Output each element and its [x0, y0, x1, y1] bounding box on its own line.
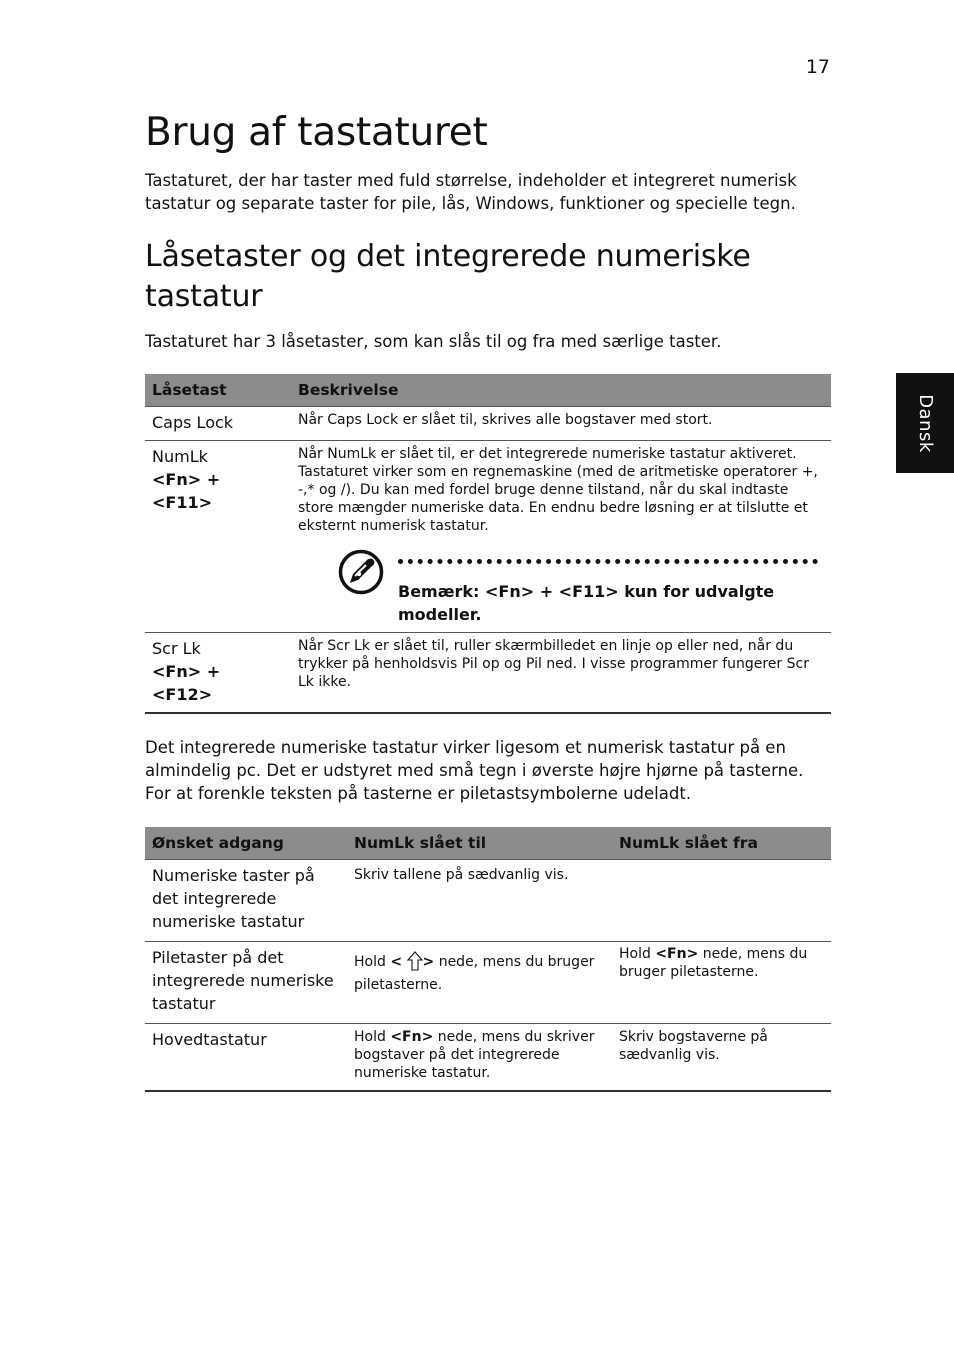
section-intro: Tastaturet har 3 låsetaster, som kan slås til og fra med særlige taster.: [145, 331, 722, 351]
page-title: Brug af tastaturet: [145, 110, 488, 155]
page-number: 17: [805, 56, 830, 78]
access-cell: Numeriske taster på det integrerede numeriske tastatur: [145, 859, 347, 941]
header-description: Beskrivelse: [291, 374, 831, 407]
key-cell: [145, 632, 291, 713]
shift-arrow-icon: [407, 951, 423, 976]
numlk-off-cell: Skriv bogstaverne på sædvanlig vis.: [612, 1023, 831, 1091]
table-row: [145, 859, 831, 941]
note-block: [298, 545, 824, 626]
note-pen-icon: [298, 545, 398, 626]
intro-paragraph: Tastaturet, der har taster med fuld størrelse, indeholder et integreret numerisk tastatur og separate taster for pile, lås, Windows, funktioner og specielle tegn.: [145, 170, 797, 213]
fn-key: <Fn>: [390, 1028, 434, 1045]
header-numlk-on: NumLk slået til: [347, 827, 612, 860]
table-row: [145, 406, 831, 440]
numlk-on-cell: Hold < > nede, mens du bruger piletasterne.: [347, 941, 612, 1023]
description-text: Når NumLk er slået til, er det integrerede numeriske tastatur aktiveret. Tastaturet virker som en regnemaskine (med de aritmetiske operatorer +, -,* og /). Du kan med fordel bruge denne tilstand, når du skal indtaste store mængder numeriske data. En endnu bedre løsning er at tilslutte et eksternt numerisk tastatur.: [298, 445, 818, 534]
note-text: Bemærk: <Fn> + <F11> kun for udvalgte modeller.: [398, 581, 775, 624]
language-tab-label: Dansk: [914, 393, 936, 453]
lock-keys-table: [145, 374, 831, 714]
note-divider: [398, 559, 818, 564]
section-title: Låsetaster og det integrerede numeriske tastatur: [145, 238, 751, 315]
table-header-row: [145, 374, 831, 407]
description-cell: [291, 440, 831, 632]
table-header-row: [145, 827, 831, 860]
note-body: [398, 545, 824, 626]
fn-key: <Fn>: [655, 945, 699, 962]
numlk-off-cell: Hold <Fn> nede, mens du bruger piletasterne.: [612, 941, 831, 1023]
key-cell: [145, 440, 291, 632]
language-tab: [896, 373, 954, 473]
header-numlk-off: NumLk slået fra: [612, 827, 831, 860]
header-lock-key: Låsetast: [145, 374, 291, 407]
lt-symbol: <: [390, 953, 403, 970]
key-name: Caps Lock: [152, 412, 234, 432]
key-combo: <Fn> + <F11>: [152, 469, 221, 512]
numlk-off-cell: [612, 859, 831, 941]
key-cell: [145, 406, 291, 440]
key-combo: <Fn> + <F12>: [152, 661, 221, 704]
key-name: Scr Lk: [152, 638, 201, 658]
numlk-on-cell: Hold <Fn> nede, mens du skriver bogstaver på det integrerede numeriske tastatur.: [347, 1023, 612, 1091]
access-cell: Hovedtastatur: [145, 1023, 347, 1091]
page-content: [145, 110, 831, 1092]
numeric-access-table: [145, 827, 831, 1092]
description-cell: Når Scr Lk er slået til, ruller skærmbilledet en linje op eller ned, når du trykker på henholdsvis Pil op og Pil ned. I visse programmer fungerer Scr Lk ikke.: [291, 632, 831, 713]
gt-symbol: >: [422, 953, 435, 970]
header-desired-access: Ønsket adgang: [145, 827, 347, 860]
description-cell: Når Caps Lock er slået til, skrives alle bogstaver med stort.: [291, 406, 831, 440]
numlk-on-cell: Skriv tallene på sædvanlig vis.: [347, 859, 612, 941]
middle-paragraph: Det integrerede numeriske tastatur virker ligesom et numerisk tastatur på en almindelig pc. Det er udstyret med små tegn i øverste højre hjørne på tasterne. For at forenkle teksten på tasterne er piletastsymbolerne udeladt.: [145, 737, 804, 803]
table-row: [145, 941, 831, 1023]
table-row: [145, 440, 831, 632]
table-row: [145, 632, 831, 713]
key-name: NumLk: [152, 446, 208, 466]
access-cell: Piletaster på det integrerede numeriske tastatur: [145, 941, 347, 1023]
table-row: [145, 1023, 831, 1091]
